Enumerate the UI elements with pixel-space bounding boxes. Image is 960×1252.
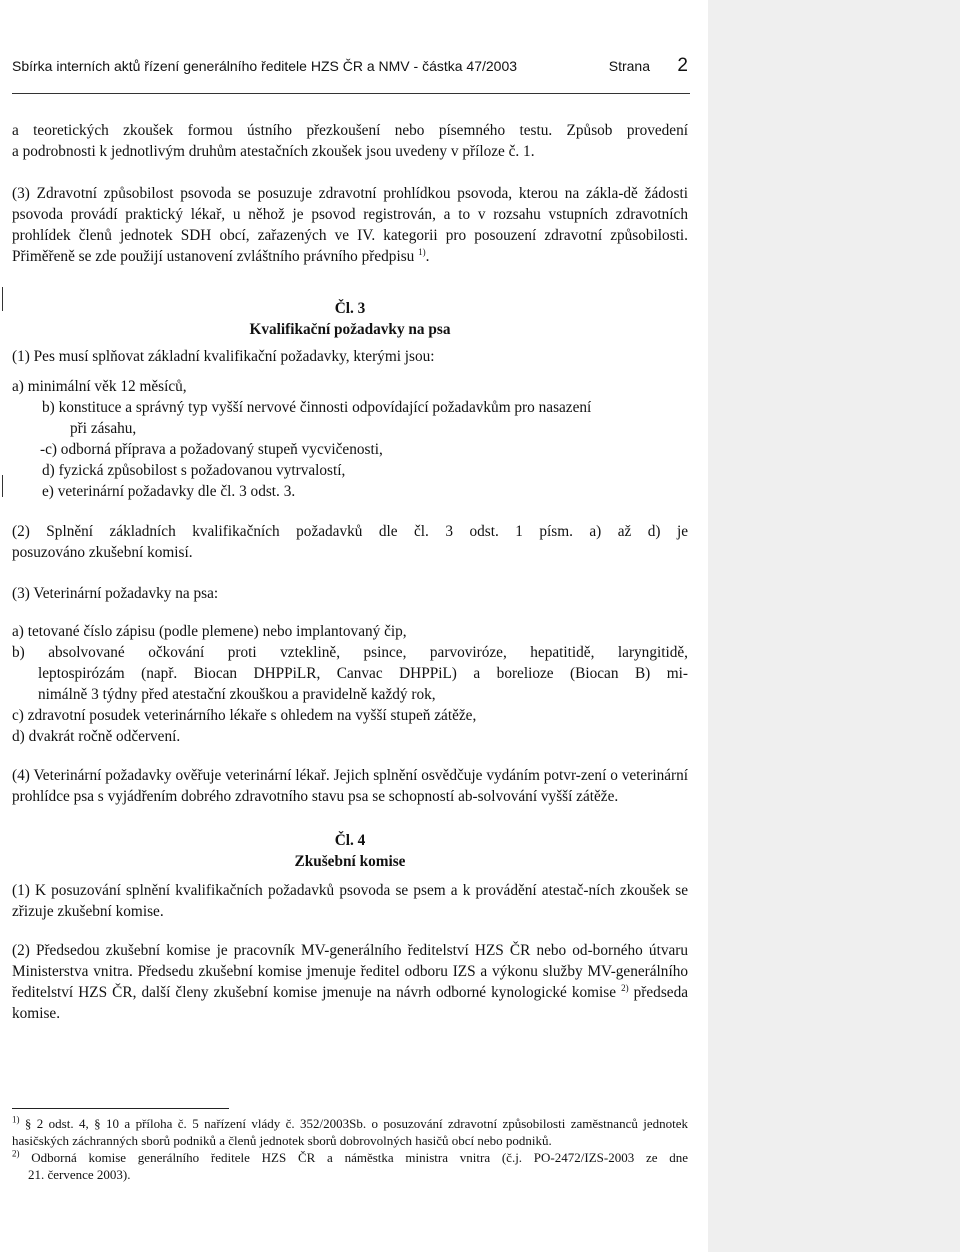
paragraph-line: posuzováno zkušební komisí. xyxy=(12,544,193,561)
list-item: a) tetované číslo zápisu (podle plemene) nebo implantovaný čip, xyxy=(12,623,407,640)
paragraph-end: . xyxy=(425,248,430,265)
list-item: b) absolvované očkování proti vzteklině, psince, parvoviróze, hepatitidě, laryngitidě, xyxy=(12,644,688,661)
paragraph-end: předseda komise. xyxy=(12,984,689,1022)
paragraph-text: (3) Zdravotní způsobilost psovoda se posuzuje zdravotní prohlídkou psovoda, kterou na zákla-dě žádosti psovoda provádí praktický lékař, u něhož je psovod registrován, a to v rozsahu vstupních zdravotních prohlídek členů jednotek SDH obcí, zařazených ve IV. kategorii pro posouzení zdravotní způsobilosti. Přiměřeně se zde použijí ustanovení zvláštního právního předpisu xyxy=(12,185,688,265)
list-item: a) minimální věk 12 měsíců, xyxy=(12,378,187,395)
article-number: Čl. 3 xyxy=(334,300,366,317)
paragraph-intro: (3) Veterinární požadavky na psa: xyxy=(12,585,219,602)
paragraph-line: (2) Splnění základních kvalifikačních požadavků dle čl. 3 odst. 1 písm. a) až d) je xyxy=(12,523,688,540)
list-item: d) dvakrát ročně odčervení. xyxy=(12,728,181,745)
footnotes xyxy=(12,1115,688,1183)
paragraph-intro: (1) Pes musí splňovat základní kvalifikační požadavky, kterými jsou: xyxy=(12,348,435,365)
footnote-continuation: 21. července 2003). xyxy=(28,1167,131,1182)
paragraph-line: a teoretických zkoušek formou ústního přezkoušení nebo písemného testu. Způsob provedení xyxy=(12,122,688,139)
list-item: b) konstituce a správný typ vyšší nervové činnosti odpovídající požadavkům pro nasazení xyxy=(42,399,592,416)
list-item: -c) odborná příprava a požadovaný stupeň vycvičenosti, xyxy=(40,441,383,458)
list-item-continuation: nimálně 3 týdny před atestační zkouškou a pravidelně každý rok, xyxy=(38,686,436,703)
paragraph-vet: (4) Veterinární požadavky ověřuje veterinární lékař. Jejich splnění osvědčuje vydáním potvr-zení o veterinární prohlídce psa s vyjádřením dobrého zdravotního stavu psa se schopností ab-solvování vyšší zátěže. xyxy=(12,767,688,805)
footnote-mark: 1) xyxy=(12,1114,20,1125)
header-title: Sbírka interních aktů řízení generálního ředitele HZS ČR a NMV - částka 47/2003 xyxy=(12,58,518,74)
list-item-continuation: při zásahu, xyxy=(70,420,137,437)
article-number: Čl. 4 xyxy=(334,832,366,849)
header-divider xyxy=(12,93,690,94)
paragraph-text: (2) Předsedou zkušební komise je pracovník MV-generálního ředitelství HZS ČR nebo od-borného útvaru Ministerstva vnitra. Předsedu zkušební komise jmenuje ředitel odboru IZS a výkonu služby MV-generálního ředitelství HZS ČR, další členy zkušební komise jmenuje na návrh odborné kynologické komise xyxy=(12,942,688,1001)
comment-margin xyxy=(708,0,960,1252)
change-bar xyxy=(2,287,3,311)
article-title: Zkušební komise xyxy=(294,853,406,870)
list-item: d) fyzická způsobilost s požadovanou vytrvalostí, xyxy=(42,462,346,479)
list-item: e) veterinární požadavky dle čl. 3 odst. 3. xyxy=(42,483,296,500)
footnote-ref: 2) xyxy=(621,982,629,993)
page-number: 2 xyxy=(677,55,688,76)
paragraph-health xyxy=(12,183,688,267)
list-item: c) zdravotní posudek veterinárního lékaře s ohledem na vyšší stupeň zátěže, xyxy=(12,707,477,724)
page-header xyxy=(12,55,688,80)
page-label: Strana xyxy=(608,58,650,74)
paragraph-line: a podrobnosti k jednotlivým druhům atestačních zkoušek jsou uvedeny v příloze č. 1. xyxy=(12,143,535,160)
footnote-divider xyxy=(12,1108,229,1109)
footnote-mark: 2) xyxy=(12,1148,20,1159)
footnote-ref: 1) xyxy=(418,246,426,257)
footnote xyxy=(12,1149,688,1166)
paragraph-commission: (1) K posuzování splnění kvalifikačních požadavků psovoda se psem a k provádění atestač-ních zkoušek se zřizuje zkušební komise. xyxy=(12,882,688,920)
change-bar xyxy=(2,475,3,497)
footnote-text: § 2 odst. 4, § 10 a příloha č. 5 nařízení vlády č. 352/2003Sb. o posuzování zdravotní způsobilosti zaměstnanců jednotek hasičských záchranných sborů podniků a členů jednotek sborů dobrovolných hasičů obcí nebo podniků. xyxy=(12,1116,688,1148)
main-content xyxy=(12,120,688,1024)
list-item-continuation: leptospirózám (např. Biocan DHPPiLR, Canvac DHPPiL) a borelioze (Biocan B) mi- xyxy=(38,665,688,682)
article-title: Kvalifikační požadavky na psa xyxy=(249,321,451,338)
footnote-text: Odborná komise generálního ředitele HZS ČR a náměstka ministra vnitra (č.j. PO-2472/IZS-2003 ze dne xyxy=(31,1150,689,1165)
paragraph-chair xyxy=(12,940,688,1024)
footnote xyxy=(12,1115,688,1149)
